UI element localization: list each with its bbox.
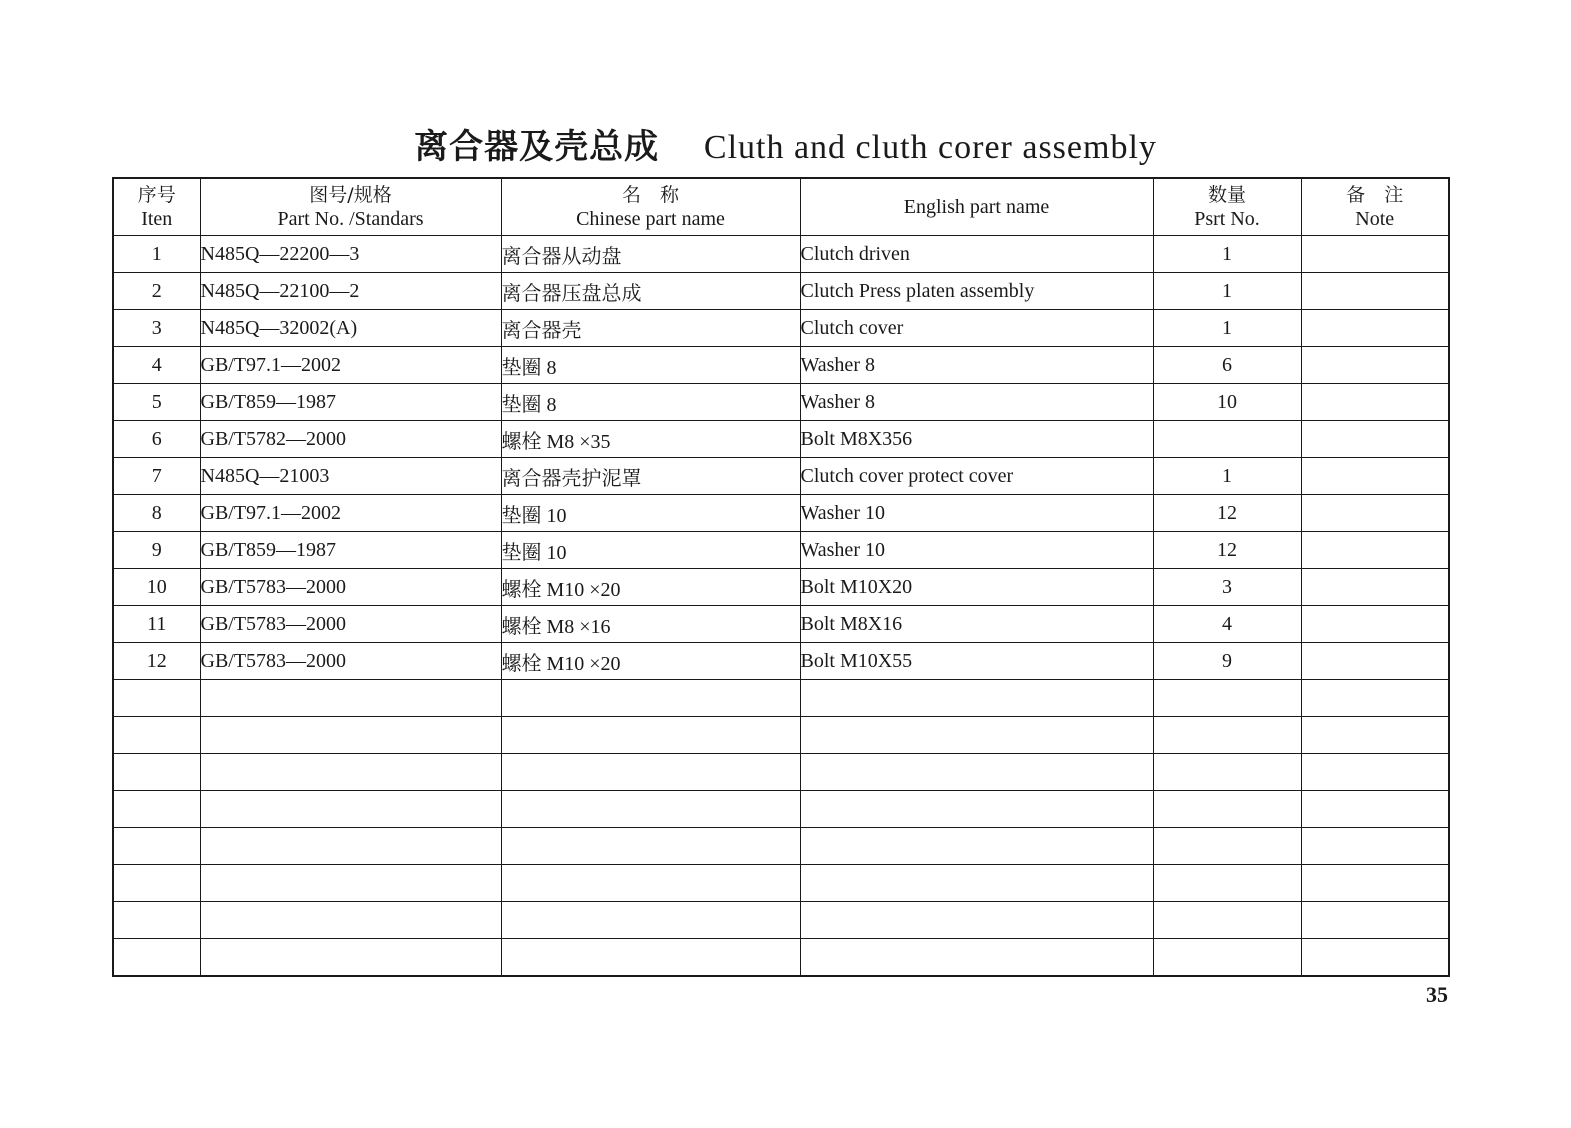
table-row	[113, 384, 1449, 421]
cell-note	[1301, 754, 1449, 791]
cell-part-no: N485Q—22100—2	[200, 273, 501, 310]
cell-part-no	[200, 717, 501, 754]
cell-english-name: Clutch driven	[800, 236, 1153, 273]
cell-note	[1301, 939, 1449, 977]
cell-note	[1301, 421, 1449, 458]
cell-english-name	[800, 828, 1153, 865]
cell-item: 4	[113, 347, 200, 384]
cell-item: 9	[113, 532, 200, 569]
cell-chinese-name	[501, 717, 800, 754]
cell-part-no	[200, 902, 501, 939]
header-english-name-en: English part name	[903, 196, 1050, 218]
cell-item	[113, 865, 200, 902]
table-row	[113, 606, 1449, 643]
cell-english-name	[800, 680, 1153, 717]
cell-part-no: N485Q—22200—3	[200, 236, 501, 273]
header-quantity	[1153, 178, 1301, 236]
cell-note	[1301, 791, 1449, 828]
cell-chinese-name: 螺栓 M8 ×35	[501, 421, 800, 458]
cell-english-name: Washer 10	[800, 532, 1153, 569]
cell-chinese-name: 垫圈 10	[501, 532, 800, 569]
cell-part-no	[200, 828, 501, 865]
cell-quantity	[1153, 865, 1301, 902]
cell-english-name	[800, 754, 1153, 791]
header-note	[1301, 178, 1449, 236]
cell-quantity: 1	[1153, 458, 1301, 495]
header-note-en: Note	[1355, 208, 1395, 230]
cell-chinese-name	[501, 680, 800, 717]
cell-english-name	[800, 791, 1153, 828]
table-row	[113, 495, 1449, 532]
cell-item: 2	[113, 273, 200, 310]
cell-note	[1301, 865, 1449, 902]
header-item	[113, 178, 200, 236]
cell-part-no: N485Q—21003	[200, 458, 501, 495]
cell-note	[1301, 384, 1449, 421]
cell-note	[1301, 347, 1449, 384]
cell-part-no	[200, 939, 501, 977]
cell-english-name	[800, 939, 1153, 977]
cell-chinese-name: 离合器壳护泥罩	[501, 458, 800, 495]
cell-part-no: N485Q—32002(A)	[200, 310, 501, 347]
title-chinese: 离合器及壳总成	[414, 127, 660, 167]
cell-note	[1301, 828, 1449, 865]
cell-note	[1301, 606, 1449, 643]
cell-note	[1301, 310, 1449, 347]
header-chinese-name-cn: 名 称	[621, 184, 679, 206]
table-row	[113, 421, 1449, 458]
header-part-no-cn: 图号/规格	[309, 184, 392, 206]
cell-note	[1301, 236, 1449, 273]
header-item-cn: 序号	[137, 184, 176, 206]
table-header-row	[113, 178, 1449, 236]
cell-item: 5	[113, 384, 200, 421]
cell-quantity	[1153, 791, 1301, 828]
cell-chinese-name	[501, 865, 800, 902]
parts-table	[112, 177, 1450, 977]
cell-item: 3	[113, 310, 200, 347]
header-chinese-name-en: Chinese part name	[576, 208, 725, 230]
header-item-en: Iten	[141, 208, 173, 230]
cell-quantity: 3	[1153, 569, 1301, 606]
cell-quantity	[1153, 754, 1301, 791]
cell-quantity: 12	[1153, 532, 1301, 569]
cell-chinese-name: 螺栓 M10 ×20	[501, 643, 800, 680]
cell-chinese-name	[501, 754, 800, 791]
cell-chinese-name: 螺栓 M8 ×16	[501, 606, 800, 643]
cell-item	[113, 939, 200, 977]
cell-item: 7	[113, 458, 200, 495]
cell-quantity: 4	[1153, 606, 1301, 643]
cell-item	[113, 902, 200, 939]
header-english-name	[800, 178, 1153, 236]
cell-english-name: Washer 10	[800, 495, 1153, 532]
cell-english-name: Bolt M10X55	[800, 643, 1153, 680]
cell-chinese-name: 离合器壳	[501, 310, 800, 347]
cell-item: 11	[113, 606, 200, 643]
table-row	[113, 865, 1449, 902]
cell-item	[113, 791, 200, 828]
table-row	[113, 828, 1449, 865]
header-quantity-en: Psrt No.	[1194, 208, 1260, 230]
cell-english-name: Washer 8	[800, 384, 1153, 421]
table-row	[113, 717, 1449, 754]
header-part-no-en: Part No. /Standars	[277, 208, 424, 230]
table-row	[113, 680, 1449, 717]
cell-quantity: 1	[1153, 273, 1301, 310]
cell-part-no: GB/T5783—2000	[200, 643, 501, 680]
cell-part-no: GB/T97.1—2002	[200, 347, 501, 384]
cell-note	[1301, 902, 1449, 939]
page-number: 35	[1426, 982, 1448, 1007]
cell-quantity	[1153, 828, 1301, 865]
cell-quantity: 9	[1153, 643, 1301, 680]
cell-item: 10	[113, 569, 200, 606]
cell-quantity	[1153, 680, 1301, 717]
cell-note	[1301, 717, 1449, 754]
header-chinese-name	[501, 178, 800, 236]
table-row	[113, 939, 1449, 977]
cell-item: 6	[113, 421, 200, 458]
header-part-no	[200, 178, 501, 236]
cell-part-no	[200, 865, 501, 902]
cell-english-name	[800, 717, 1153, 754]
cell-english-name: Clutch cover	[800, 310, 1153, 347]
cell-quantity: 1	[1153, 310, 1301, 347]
cell-chinese-name: 离合器压盘总成	[501, 273, 800, 310]
table-row	[113, 643, 1449, 680]
table-row	[113, 902, 1449, 939]
table-row	[113, 791, 1449, 828]
table-row	[113, 458, 1449, 495]
table-row	[113, 236, 1449, 273]
cell-part-no: GB/T5783—2000	[200, 569, 501, 606]
cell-item	[113, 828, 200, 865]
cell-chinese-name: 离合器从动盘	[501, 236, 800, 273]
cell-quantity: 6	[1153, 347, 1301, 384]
table-row	[113, 569, 1449, 606]
cell-note	[1301, 680, 1449, 717]
cell-part-no: GB/T859—1987	[200, 532, 501, 569]
parts-table-body	[113, 236, 1449, 977]
cell-part-no	[200, 791, 501, 828]
cell-chinese-name	[501, 902, 800, 939]
table-row	[113, 754, 1449, 791]
cell-english-name: Bolt M10X20	[800, 569, 1153, 606]
cell-quantity	[1153, 421, 1301, 458]
cell-note	[1301, 532, 1449, 569]
cell-item	[113, 717, 200, 754]
cell-part-no: GB/T859—1987	[200, 384, 501, 421]
cell-quantity	[1153, 939, 1301, 977]
cell-english-name: Bolt M8X16	[800, 606, 1153, 643]
cell-chinese-name: 螺栓 M10 ×20	[501, 569, 800, 606]
cell-note	[1301, 643, 1449, 680]
cell-chinese-name: 垫圈 8	[501, 384, 800, 421]
cell-note	[1301, 273, 1449, 310]
cell-english-name: Clutch cover protect cover	[800, 458, 1153, 495]
cell-chinese-name	[501, 939, 800, 977]
cell-part-no: GB/T5782—2000	[200, 421, 501, 458]
cell-item	[113, 754, 200, 791]
table-row	[113, 273, 1449, 310]
cell-item: 12	[113, 643, 200, 680]
cell-item: 8	[113, 495, 200, 532]
cell-part-no	[200, 680, 501, 717]
cell-part-no: GB/T97.1—2002	[200, 495, 501, 532]
cell-quantity: 10	[1153, 384, 1301, 421]
cell-chinese-name: 垫圈 10	[501, 495, 800, 532]
cell-item: 1	[113, 236, 200, 273]
cell-note	[1301, 569, 1449, 606]
cell-english-name: Washer 8	[800, 347, 1153, 384]
page-title	[0, 122, 1571, 173]
cell-note	[1301, 458, 1449, 495]
table-row	[113, 310, 1449, 347]
cell-part-no	[200, 754, 501, 791]
cell-english-name: Clutch Press platen assembly	[800, 273, 1153, 310]
cell-quantity	[1153, 902, 1301, 939]
cell-chinese-name	[501, 791, 800, 828]
cell-english-name: Bolt M8X356	[800, 421, 1153, 458]
cell-english-name	[800, 865, 1153, 902]
title-english: Cluth and cluth corer assembly	[703, 129, 1157, 166]
cell-quantity: 12	[1153, 495, 1301, 532]
header-quantity-cn: 数量	[1207, 184, 1246, 206]
cell-quantity	[1153, 717, 1301, 754]
cell-part-no: GB/T5783—2000	[200, 606, 501, 643]
cell-note	[1301, 495, 1449, 532]
cell-quantity: 1	[1153, 236, 1301, 273]
cell-item	[113, 680, 200, 717]
cell-english-name	[800, 902, 1153, 939]
cell-chinese-name	[501, 828, 800, 865]
cell-chinese-name: 垫圈 8	[501, 347, 800, 384]
table-row	[113, 347, 1449, 384]
table-row	[113, 532, 1449, 569]
header-note-cn: 备 注	[1346, 184, 1404, 206]
